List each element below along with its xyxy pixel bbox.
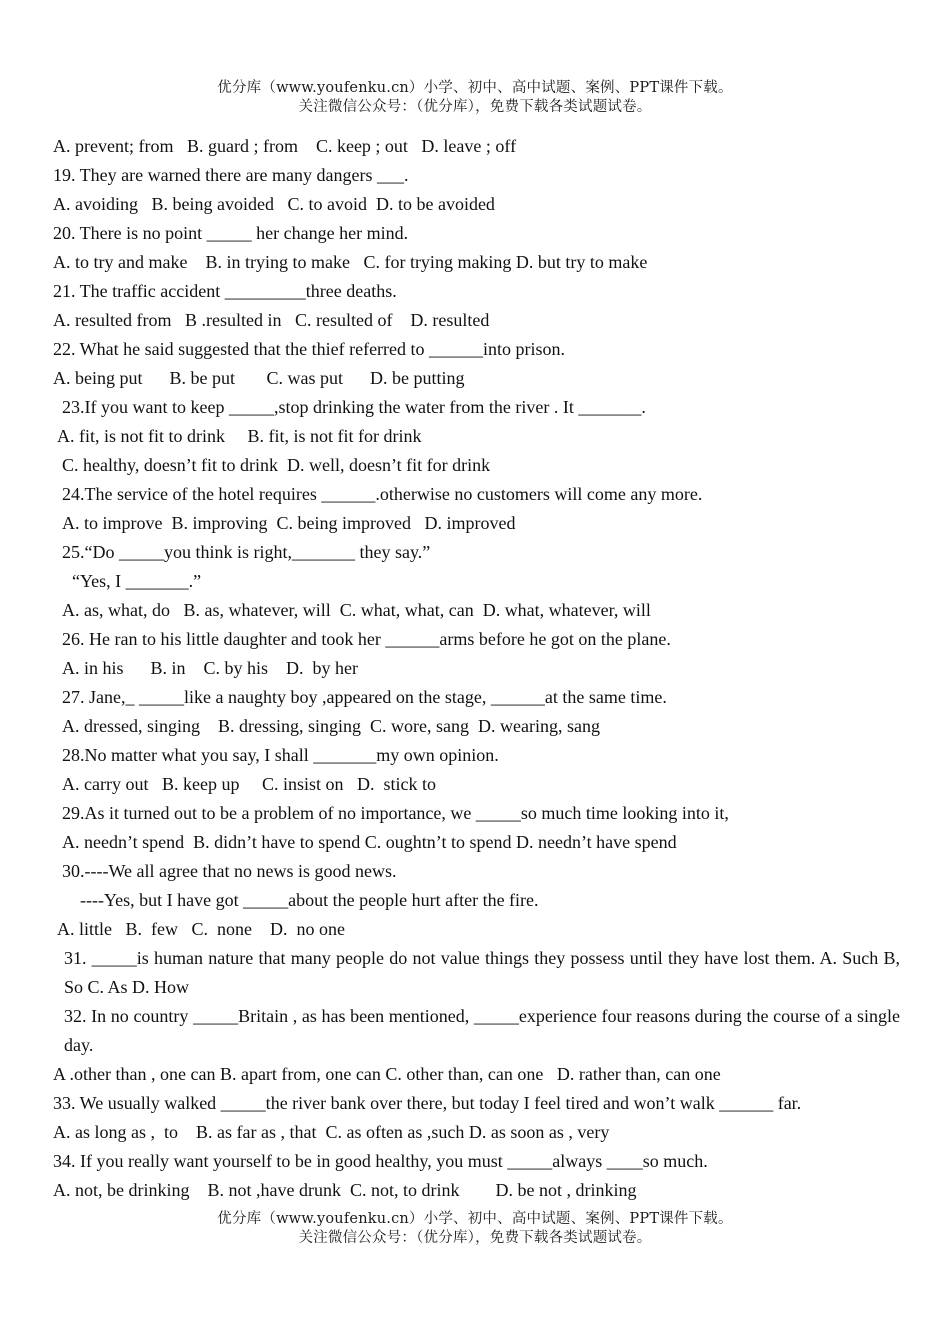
page-footer [0, 1210, 950, 1248]
question-26: 26. He ran to his little daughter and took her ______arms before he got on the plane. [62, 629, 671, 649]
question-25: 25.“Do _____you think is right,_______ they say.” [62, 542, 431, 562]
options-26: A. in his B. in C. by his D. by her [62, 658, 359, 678]
options-27: A. dressed, singing B. dressing, singing C. wore, sang D. wearing, sang [62, 716, 600, 736]
question-25-reply: “Yes, I _______.” [72, 571, 202, 591]
options-19: A. avoiding B. being avoided C. to avoid D. to be avoided [53, 194, 495, 214]
question-30: 30.----We all agree that no news is good news. [62, 861, 397, 881]
options-20: A. to try and make B. in trying to make C. for trying making D. but try to make [53, 252, 648, 272]
footer-line-2: 关注微信公众号：（优分库），免费下载各类试题试卷。 [298, 1230, 652, 1246]
question-list [0, 132, 950, 1205]
question-19: 19. They are warned there are many dangers ___. [53, 165, 409, 185]
question-22: 22. What he said suggested that the thief referred to ______into prison. [53, 339, 566, 359]
page-header [0, 79, 950, 117]
options-29: A. needn’t spend B. didn’t have to spend C. oughtn’t to spend D. needn’t have spend [62, 832, 677, 852]
question-30-reply: ----Yes, but I have got _____about the people hurt after the fire. [80, 890, 539, 910]
question-20: 20. There is no point _____ her change her mind. [53, 223, 409, 243]
question-34: 34. If you really want yourself to be in good healthy, you must _____always ____so much. [53, 1151, 708, 1171]
options-30: A. little B. few C. none D. no one [57, 919, 345, 939]
options-28: A. carry out B. keep up C. insist on D. stick to [62, 774, 436, 794]
options-33: A. as long as , to B. as far as , that C. as often as ,such D. as soon as , very [53, 1122, 610, 1142]
header-line-1: 优分库（www.youfenku.cn）小学、初中、高中试题、案例、PPT课件下载。 [217, 80, 733, 96]
question-27: 27. Jane,_ _____like a naughty boy ,appeared on the stage, ______at the same time. [62, 687, 667, 707]
options-23-cd: C. healthy, doesn’t fit to drink D. well, doesn’t fit for drink [62, 455, 491, 475]
question-31: 31. _____is human nature that many people do not value things they possess until they have lost them. A. Such B, So C. As D. How [64, 948, 900, 997]
options-21: A. resulted from B .resulted in C. resulted of D. resulted [53, 310, 490, 330]
options-22: A. being put B. be put C. was put D. be putting [53, 368, 465, 388]
options-34: A. not, be drinking B. not ,have drunk C. not, to drink D. be not , drinking [53, 1180, 637, 1200]
question-24: 24.The service of the hotel requires ______.otherwise no customers will come any more. [62, 484, 703, 504]
options-18: A. prevent; from B. guard ; from C. keep ; out D. leave ; off [53, 136, 517, 156]
question-23: 23.If you want to keep _____,stop drinking the water from the river . It _______. [62, 397, 646, 417]
options-24: A. to improve B. improving C. being improved D. improved [62, 513, 516, 533]
options-25: A. as, what, do B. as, whatever, will C. what, what, can D. what, whatever, will [62, 600, 651, 620]
footer-line-1: 优分库（www.youfenku.cn）小学、初中、高中试题、案例、PPT课件下载。 [217, 1211, 733, 1227]
options-32: A .other than , one can B. apart from, one can C. other than, can one D. rather than, can one [53, 1064, 721, 1084]
options-23-ab: A. fit, is not fit to drink B. fit, is not fit for drink [57, 426, 422, 446]
question-21: 21. The traffic accident _________three deaths. [53, 281, 397, 301]
question-32: 32. In no country _____Britain , as has been mentioned, _____experience four reasons during the course of a single day. [64, 1006, 900, 1055]
question-28: 28.No matter what you say, I shall _______my own opinion. [62, 745, 499, 765]
question-29: 29.As it turned out to be a problem of no importance, we _____so much time looking into it, [62, 803, 729, 823]
question-33: 33. We usually walked _____the river bank over there, but today I feel tired and won’t walk ______ far. [53, 1093, 802, 1113]
header-line-2: 关注微信公众号：（优分库），免费下载各类试题试卷。 [298, 99, 652, 115]
